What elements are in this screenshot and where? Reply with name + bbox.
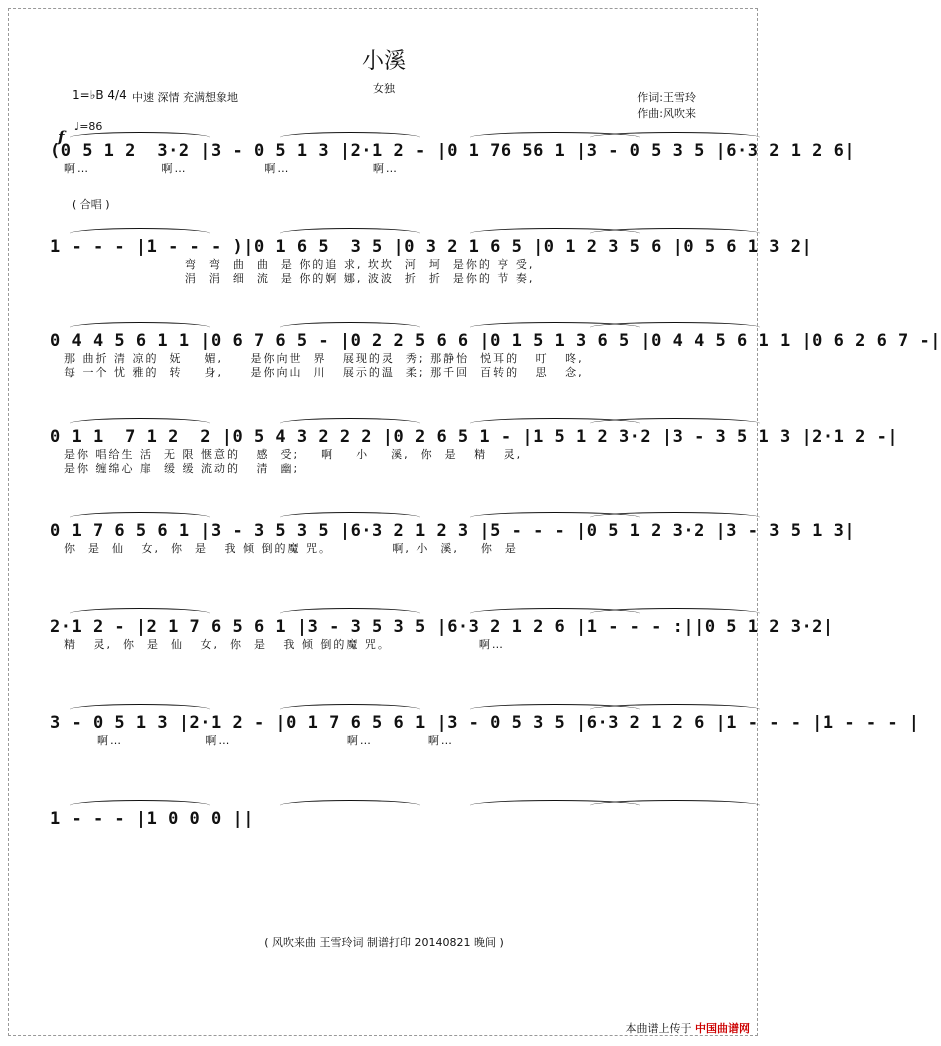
upload-text: 本曲谱上传于 [625,1022,692,1035]
slur-arc [70,132,210,143]
slur-arc [590,704,760,715]
notation-line: 1 - - - |1 - - - )|0 1 6 5 3 5 |0 3 2 1 6 5 |0 1 2 3 5 6 |0 5 6 1 3 2| [50,237,813,257]
slur-arc [70,228,210,239]
score-row [50,236,813,286]
slur-arc [70,512,210,523]
lyricist: 作词:王雪玲 [637,91,696,104]
slur-arc [280,228,420,239]
lyric-line: 啊… 啊… 啊… 啊… [64,162,399,175]
tempo-marking: 中速 深情 充满想象地 [132,91,238,104]
footer-note: ( 风吹来曲 王雪玲词 制谱打印 20140821 晚间 ) [264,936,504,949]
score-row [50,426,899,476]
slur-arc [590,800,760,811]
notation-line: 0 1 1 7 1 2 2 |0 5 4 3 2 2 2 |0 2 6 5 1 - |1 5 1 2 3·2 |3 - 3 5 1 3 |2·1 2 -| [50,427,899,447]
notation-line: 0 4 4 5 6 1 1 |0 6 7 6 5 - |0 2 2 5 6 6 |0 1 5 1 3 6 5 |0 4 4 5 6 1 1 |0 6 2 6 7 -| [50,331,941,351]
lyric-line: 是你 唱给生 活 无 限 惬意的 感 受; 啊 小 溪, 你 是 精 灵, [64,448,523,461]
slur-arc [590,418,760,429]
slur-arc [280,800,420,811]
site-brand: 中国曲谱网 [695,1022,750,1035]
slur-arc [70,704,210,715]
score-row [50,616,834,652]
notation-line: (0 5 1 2 3·2 |3 - 0 5 1 3 |2·1 2 - |0 1 76 56 1 |3 - 0 5 3 5 |6·3 2 1 2 6| [50,141,856,161]
slur-arc [590,322,760,333]
lyric-line: 精 灵, 你 是 仙 女, 你 是 我 倾 倒的魔 咒。 啊… [64,638,505,651]
lyric-line: 每 一个 忧 雅的 转 身, 是你向山 川 展示的温 柔; 那千回 百转的 思 念, [64,366,584,379]
slur-arc [70,322,210,333]
slur-arc [70,418,210,429]
slur-arc [280,512,420,523]
notation-line: 1 - - - |1 0 0 0 || [50,809,254,829]
score-row [50,140,856,176]
slur-arc [590,132,760,143]
lyric-line: 涓 涓 细 流 是 你的婀 娜, 波波 折 折 是你的 节 奏, [64,272,535,285]
metronome-mark: ♩=86 [74,120,103,133]
upload-note [626,1020,751,1036]
composer: 作曲:风吹来 [637,107,696,120]
lyric-line: 弯 弯 曲 曲 是 你的追 求, 坎坎 河 坷 是你的 亨 受, [64,258,535,271]
slur-arc [590,512,760,523]
song-subtitle: 女独 [373,82,395,95]
slur-arc [70,608,210,619]
chorus-label: ( 合唱 ) [72,198,110,211]
lyric-line: 是你 缠绵心 扉 缓 缓 流动的 清 幽; [64,462,300,475]
key-signature: 1=♭B 4/4 [72,88,127,102]
slur-arc [280,704,420,715]
credits [637,90,696,122]
song-title: 小溪 [361,49,406,74]
score-row [50,520,856,556]
lyric-line: 你 是 仙 女, 你 是 我 倾 倒的魔 咒。 啊, 小 溪, 你 是 [64,542,518,555]
slur-arc [280,418,420,429]
notation-line: 2·1 2 - |2 1 7 6 5 6 1 |3 - 3 5 3 5 |6·3 2 1 2 6 |1 - - - :||0 5 1 2 3·2| [50,617,834,637]
slur-arc [280,132,420,143]
score-row [50,712,920,748]
dynamic-forte: f [58,128,65,146]
slur-arc [280,322,420,333]
slur-arc [590,228,760,239]
score-row [50,808,715,830]
notation-line: 3 - 0 5 1 3 |2·1 2 - |0 1 7 6 5 6 1 |3 - 0 5 3 5 |6·3 2 1 2 6 |1 - - - |1 - - - | [50,713,920,733]
lyric-line: 那 曲折 清 凉的 妩 媚, 是你向世 界 展现的灵 秀; 那静怡 悦耳的 叮 咚, [64,352,584,365]
notation-line: 0 1 7 6 5 6 1 |3 - 3 5 3 5 |6·3 2 1 2 3 |5 - - - |0 5 1 2 3·2 |3 - 3 5 1 3| [50,521,856,541]
slur-arc [280,608,420,619]
slur-arc [590,608,760,619]
score-row [50,330,941,380]
lyric-line: 啊… 啊… 啊… 啊… [64,734,454,747]
slur-arc [70,800,210,811]
